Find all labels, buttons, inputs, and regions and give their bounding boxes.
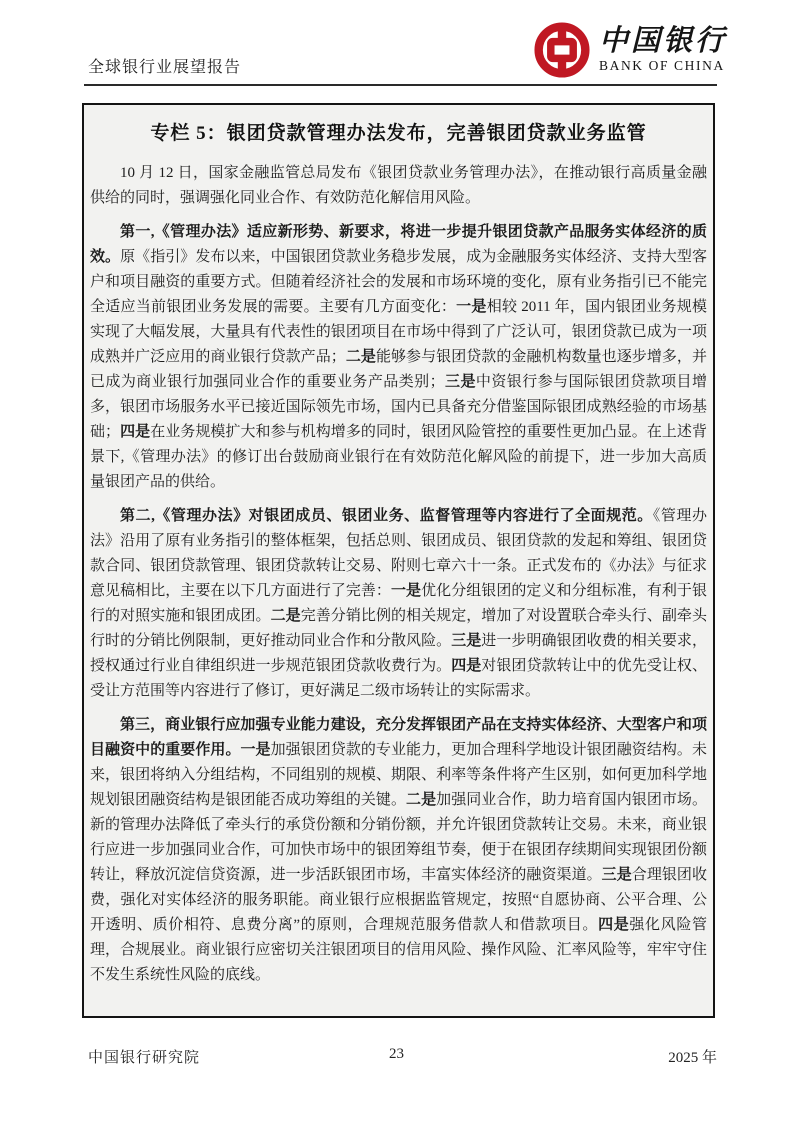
logo-en-name: BANK OF CHINA	[598, 58, 725, 74]
bold-run: 一是	[390, 583, 422, 599]
footer-page-number: 23	[389, 1046, 404, 1062]
bold-run: 二是	[345, 349, 376, 365]
bold-run: 三是	[601, 867, 632, 883]
box-paragraphs	[90, 161, 707, 988]
bold-run: 第二,《管理办法》对银团成员、银团业务、监督管理等内容进行了全面规范。	[120, 508, 653, 524]
text-run: 完善分销比例的相关规定，增加了对设置联合牵头行、副牵头行时的分销比例限制，更好推动同业合作和分散风险。	[90, 608, 707, 649]
text-run: 在业务规模扩大和参与机构增多的同时，银团风险管控的重要性更加凸显。在上述背景下,《管理办法》的修订出台鼓励商业银行在有效防范化解风险的前提下，进一步加大高质量银团产品的供给。	[90, 424, 707, 490]
bold-run: 一是	[456, 299, 487, 315]
footer-year: 2025 年	[668, 1050, 717, 1066]
column-5-box	[82, 103, 715, 1018]
text-run: 对银团贷款转让中的优先受让权、受让方范围等内容进行了修订，更好满足二级市场转让的实际需求。	[90, 658, 707, 699]
text-run: 10 月 12 日，国家金融监管总局发布《银团贷款业务管理办法》，在推动银行高质量金融供给的同时，强调强化同业合作、有效防范化解信用风险。	[90, 165, 707, 206]
paragraph	[90, 504, 707, 704]
bold-run: 三是	[451, 633, 482, 649]
logo-cn-name: 中国银行	[598, 24, 727, 57]
paragraph	[90, 161, 707, 211]
text-run: 优化分组银团的定义和分组标准，有利于银行的对照实施和银团成团。	[90, 583, 707, 624]
footer-institute: 中国银行研究院	[88, 1050, 201, 1066]
text-run: 强化风险管理，合规展业。商业银行应密切关注银团项目的信用风险、操作风险、汇率风险等，牢牢守住不发生系统性风险的底线。	[90, 917, 707, 983]
bank-of-china-logo	[534, 22, 727, 78]
page-footer	[0, 1046, 793, 1068]
text-run: 进一步明确银团收费的相关要求，授权通过行业自律组织进一步规范银团贷款收费行为。	[90, 633, 707, 674]
bold-run: 第一,《管理办法》适应新形势、新要求，将进一步提升银团贷款产品服务实体经济的质效。	[90, 224, 707, 265]
text-run: 相较 2011 年，国内银团业务规模实现了大幅发展，大量具有代表性的银团项目在市场中得到了广泛认可，银团贷款已成为一项成熟并广泛应用的商业银行贷款产品；	[90, 299, 707, 365]
text-run: 合理银团收费，强化对实体经济的服务职能。商业银行应根据监管规定，按照“自愿协商、公平合理、公开透明、质价相符、息费分离”的原则，合理规范服务借款人和借款项目。	[90, 867, 707, 933]
text-run: 加强银团贷款的专业能力，更加合理科学地设计银团融资结构。未来，银团将纳入分组结构，不同组别的规模、期限、利率等条件将产生区别，如何更加科学地规划银团融资结构是银团能否成功筹组的关键。	[90, 742, 707, 808]
text-run: 原《指引》发布以来，中国银团贷款业务稳步发展，成为金融服务实体经济、支持大型客户和项目融资的重要方式。但随着经济社会的发展和市场环境的变化，原有业务指引已不能完全适应当前银团业务发展的需要。主要有几方面变化：	[90, 249, 707, 315]
text-run: 能够参与银团贷款的金融机构数量也逐步增多，并已成为商业银行加强同业合作的重要业务产品类别；	[90, 349, 707, 390]
header-divider	[84, 84, 717, 86]
bold-run: 四是	[598, 917, 630, 933]
paragraph	[90, 220, 707, 495]
bold-run: 四是	[451, 658, 482, 674]
text-run: 《管理办法》沿用了原有业务指引的整体框架，包括总则、银团成员、银团贷款的发起和筹组、银团贷款合同、银团贷款管理、银团贷款转让交易、附则七章六十一条。正式发布的《办法》与征求意见稿相比，主要在以下几方面进行了完善：	[90, 508, 707, 599]
bold-run: 二是	[406, 792, 437, 808]
bold-run: 二是	[270, 608, 301, 624]
text-run: 中资银行参与国际银团贷款项目增多，银团市场服务水平已接近国际领先市场，国内已具备充分借鉴国际银团成熟经验的市场基础；	[90, 374, 707, 440]
bold-run: 三是	[444, 374, 476, 390]
bold-run: 第三，商业银行应加强专业能力建设，充分发挥银团产品在支持实体经济、大型客户和项目融资中的重要作用。一是	[90, 717, 707, 758]
bold-run: 四是	[120, 424, 151, 440]
text-run: 加强同业合作，助力培育国内银团市场。新的管理办法降低了牵头行的承贷份额和分销份额，并允许银团贷款转让交易。未来，商业银行应进一步加强同业合作，可加快市场中的银团筹组节奏，便于在银团存续期间实现银团份额转让，释放沉淀信贷资源，进一步活跃银团市场，丰富实体经济的融资渠道。	[90, 792, 707, 883]
report-title: 全球银行业展望报告	[88, 59, 242, 76]
box-title: 专栏 5：银团贷款管理办法发布，完善银团贷款业务监管	[150, 123, 647, 144]
paragraph	[90, 713, 707, 988]
logo-text	[599, 26, 727, 74]
boc-emblem-icon	[534, 22, 590, 78]
